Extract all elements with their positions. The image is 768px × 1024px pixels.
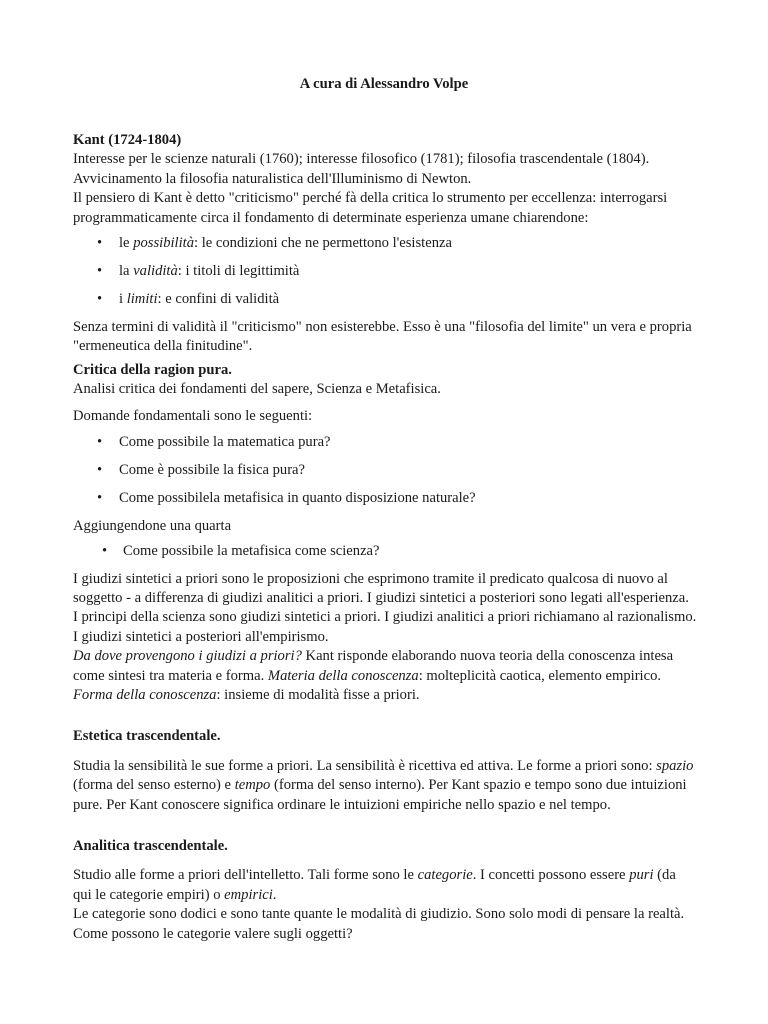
list-item: • Come possibilela metafisica in quanto disposizione naturale? — [73, 489, 697, 508]
list-criticismo — [73, 234, 697, 310]
list-item: • le possibilità: le condizioni che ne permettono l'esistenza — [73, 234, 697, 253]
paragraph-analisi: Analisi critica dei fondamenti del sapere, Scienza e Metafisica. — [73, 381, 441, 398]
document-title: A cura di Alessandro Volpe — [299, 76, 469, 92]
list-item: • Come possibile la matematica pura? — [73, 433, 697, 452]
paragraph-categorie: Le categorie sono dodici e sono tante quante le modalità di giudizio. Sono solo modi di pensare la realtà. Come possono le categorie valere sugli oggetti? — [73, 906, 685, 942]
section-heading-estetica: Estetica trascendentale. — [73, 728, 221, 745]
paragraph-giudizi: I giudizi sintetici a priori sono le proposizioni che esprimono tramite il predicato qualcosa di nuovo al soggetto - a differenza di giudizi analitici a priori. I giudizi sintetici a posteriori sono legati all'esperienza. I principi della scienza sono giudizi sintetici a priori. I giudizi analitici a priori richiamano al razionalismo. I giudizi sintetici a posteriori all'empirismo. — [73, 570, 697, 645]
bullet-icon: • — [97, 291, 103, 308]
paragraph-quarta: Aggiungendone una quarta — [73, 517, 232, 534]
paragraph-domande: Domande fondamentali sono le seguenti: — [73, 408, 313, 425]
bullet-icon: • — [102, 543, 108, 560]
section-heading-kant: Kant (1724-1804) — [73, 132, 182, 148]
bullet-icon: • — [97, 433, 103, 450]
paragraph-kant-intro: Interesse per le scienze naturali (1760); interesse filosofico (1781); filosofia trascendentale (1804). Avvicinamento la filosofia naturalistica dell'Illuminismo di Newton. — [73, 151, 650, 187]
paragraph-estetica: Studia la sensibilità le sue forme a priori. La sensibilità è ricettiva ed attiva. Le forme a priori sono: spazio (forma del senso esterno) e tempo (forma del senso interno). Per Kant spazio e tempo sono due intuizioni pure. Per Kant conoscere significa ordinare le intuizioni empiriche nello spazio e nel tempo. — [73, 757, 694, 813]
list-question-four — [73, 542, 697, 561]
section-heading-critica: Critica della ragion pura. — [73, 361, 232, 378]
bullet-icon: • — [97, 490, 103, 507]
document-body — [73, 131, 697, 944]
section-heading-analitica: Analitica trascendentale. — [73, 837, 228, 854]
list-item: • Come possibile la metafisica come scienza? — [73, 542, 697, 561]
bullet-icon: • — [97, 235, 103, 252]
bullet-icon: • — [97, 263, 103, 280]
list-item: • la validità: i titoli di legittimità — [73, 262, 697, 281]
paragraph-limite: Senza termini di validità il "criticismo" non esisterebbe. Esso è una "filosofia del limite" un vera e propria "ermeneutica della finitudine". — [73, 318, 692, 355]
paragraph-analitica: Studio alle forme a priori dell'intelletto. Tali forme sono le categorie. I concetti possono essere puri (da qui le categorie empiri) o empirici. — [73, 867, 676, 903]
paragraph-criticismo: Il pensiero di Kant è detto "criticismo" perché fà della critica lo strumento per eccellenza: interrogarsi programmaticamente circa il fondamento di determinate esperienza umane chiarendone: — [73, 190, 668, 226]
list-questions — [73, 433, 697, 509]
list-item: • Come è possibile la fisica pura? — [73, 461, 697, 480]
paragraph-conoscenza: Da dove provengono i giudizi a priori? Kant risponde elaborando nuova teoria della conoscenza intesa come sintesi tra materia e forma. Materia della conoscenza: molteplicità caotica, elemento empirico. Forma della conoscenza: insieme di modalità fisse a priori. — [73, 648, 674, 703]
list-item: • i limiti: e confini di validità — [73, 290, 697, 309]
bullet-icon: • — [97, 462, 103, 479]
